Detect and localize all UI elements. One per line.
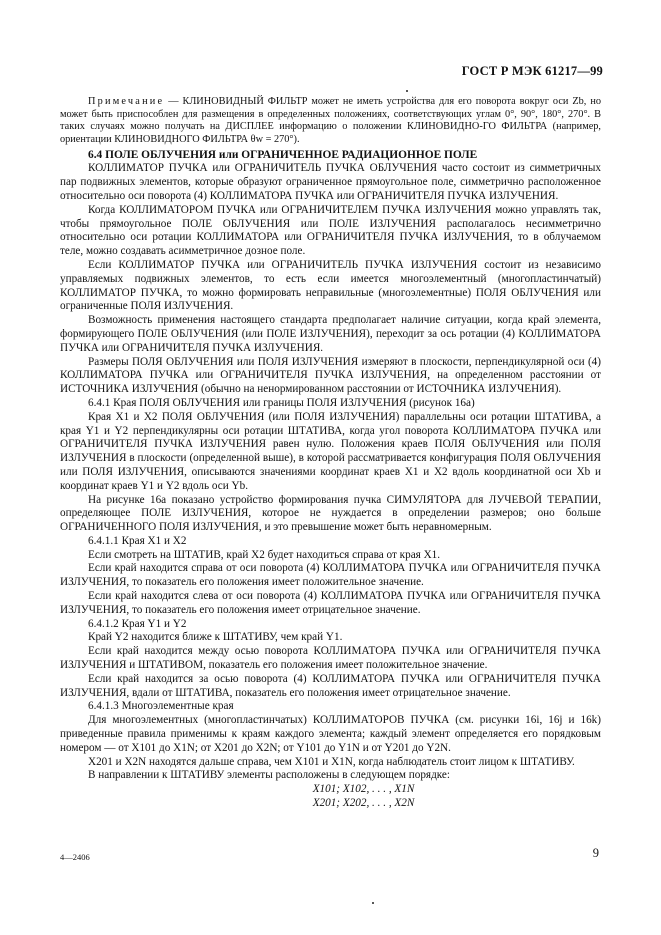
- subsection-heading: 6.4.1.1 Края X1 и X2: [88, 534, 187, 547]
- page-number: 9: [592, 846, 599, 860]
- page-body: [60, 96, 601, 810]
- section-heading: 6.4 ПОЛЕ ОБЛУЧЕНИЯ или ОГРАНИЧЕННОЕ РАДИАЦИОННОЕ ПОЛЕ: [88, 149, 478, 162]
- body-paragraph: Если край находится между осью поворота КОЛЛИМАТОРА ПУЧКА или ОГРАНИЧИТЕЛЯ ПУЧКА ИЗЛУЧЕНИЯ и ШТАТИВОМ, показатель его положения имеет положительное значение.: [60, 645, 601, 672]
- body-paragraph: Если край находится за осью поворота (4) КОЛЛИМАТОРА ПУЧКА или ОГРАНИЧИТЕЛЯ ПУЧКА ИЗЛУЧЕНИЯ, вдали от ШТАТИВА, показатель его положения имеет отрицательное значение.: [60, 672, 601, 699]
- footer-print-code: 4—2406: [60, 852, 90, 862]
- body-paragraph: Для многоэлементных (многопластинчатых) КОЛЛИМАТОРОВ ПУЧКА (см. рисунки 16i, 16j и 16k) приведенные правила применимы к краям каждого элемента; каждый элемент определяется его порядковым номером — от X101 до X1N; от X201 до X2N; от Y101 до Y1N и от Y201 до Y2N.: [60, 714, 601, 754]
- scan-speck: [372, 902, 374, 904]
- element-sequence-line: X201; X202, . . . , X2N: [312, 796, 415, 809]
- body-paragraph: Если смотреть на ШТАТИВ, край X2 будет находиться справа от края X1.: [88, 548, 441, 561]
- body-paragraph: X201 и X2N находятся дальше справа, чем X101 и X1N, когда наблюдатель стоит лицом к ШТАТИВУ.: [88, 755, 575, 768]
- body-paragraph: Край Y2 находится ближе к ШТАТИВУ, чем край Y1.: [88, 631, 343, 644]
- body-paragraph: Если край находится слева от оси поворота (4) КОЛЛИМАТОРА ПУЧКА или ОГРАНИЧИТЕЛЯ ПУЧКА ИЗЛУЧЕНИЯ, то показатель его положения имеет отрицательное значение.: [60, 590, 601, 616]
- subsection-heading: 6.4.1.3 Многоэлементные края: [88, 700, 234, 713]
- body-paragraph: Размеры ПОЛЯ ОБЛУЧЕНИЯ или ПОЛЯ ИЗЛУЧЕНИЯ измеряют в плоскости, перпендикулярной оси (4) КОЛЛИМАТОРА ПУЧКА или ОГРАНИЧИТЕЛЯ ПУЧКА ИЗЛУЧЕНИЯ, на определенном расстоянии от ИСТОЧНИКА ИЗЛУЧЕНИЯ (обычно на ненормированном расстоянии от ИСТОЧНИКА ИЗЛУЧЕНИЯ).: [60, 355, 601, 396]
- body-paragraph: Если КОЛЛИМАТОР ПУЧКА или ОГРАНИЧИТЕЛЬ ПУЧКА ИЗЛУЧЕНИЯ состоит из независимо управляемых подвижных элементов, то есть если имеется многоэлементный (многопластинчатый) КОЛЛИМАТОР ПУЧКА, то можно формировать неправильные (многоэлементные) ПОЛЯ ОБЛУЧЕНИЯ или ограниченные ПОЛЯ ИЗЛУЧЕНИЯ.: [60, 258, 601, 313]
- note-label: Примечание: [88, 96, 165, 107]
- subsection-heading: 6.4.1 Края ПОЛЯ ОБЛУЧЕНИЯ или границы ПОЛЯ ИЗЛУЧЕНИЯ (рисунок 16а): [88, 396, 475, 409]
- element-sequence-line: X101; X102, . . . , X1N: [312, 783, 415, 796]
- body-paragraph: КОЛЛИМАТОР ПУЧКА или ОГРАНИЧИТЕЛЬ ПУЧКА ОБЛУЧЕНИЯ часто состоит из симметричных пар подвижных элементов, которые образуют ограниченное прямоугольное поле, симметрично расположенное относительно оси поворота (4) КОЛЛИМАТОРА ПУЧКА или ОГРАНИЧИТЕЛЯ ПУЧКА ИЗЛУЧЕНИЯ.: [60, 162, 601, 202]
- note-text: — КЛИНОВИДНЫЙ ФИЛЬТР может не иметь устройства для его поворота вокруг оси Zb, но может быть приспособлен для размещения в определенных положениях, соответствующих углам 0°, 90°, 180°, 270°. В таких случаях можно получать на ДИСПЛЕЕ информацию о положении КЛИНОВИДНО-ГО ФИЛЬТРА (например, ориентации КЛИНОВИДНОГО ФИЛЬТРА θw = 270°).: [60, 96, 601, 145]
- body-paragraph: На рисунке 16а показано устройство формирования пучка СИМУЛЯТОРА для ЛУЧЕВОЙ ТЕРАПИИ, определяющее ПОЛЕ ИЗЛУЧЕНИЯ, которое не нуждается в определении размеров; оно больше ОГРАНИЧЕННОГО ПОЛЯ ИЗЛУЧЕНИЯ, и это превышение может быть неравномерным.: [60, 493, 601, 534]
- body-paragraph: В направлении к ШТАТИВУ элементы расположены в следующем порядке:: [88, 769, 450, 782]
- note-paragraph: [60, 96, 601, 146]
- subsection-heading: 6.4.1.2 Края Y1 и Y2: [88, 617, 187, 630]
- body-paragraph: Края X1 и X2 ПОЛЯ ОБЛУЧЕНИЯ (или ПОЛЯ ИЗЛУЧЕНИЯ) параллельны оси ротации ШТАТИВА, а края Y1 и Y2 перпендикулярны оси ротации ШТАТИВА, когда угол поворота КОЛЛИМАТОРА ПУЧКА или ОГРАНИЧИТЕЛЯ ПУЧКА ИЗЛУЧЕНИЯ равен нулю. Положения краев ПОЛЯ ОБЛУЧЕНИЯ или ПОЛЯ ИЗЛУЧЕНИЯ в плоскости (определенной выше), в которой рассматривается конфигурация ПОЛЯ ОБЛУЧЕНИЯ или ПОЛЯ ИЗЛУЧЕНИЯ, описываются значениями координат краев X1 и X2 вдоль координатной оси Xb и координат краев Y1 и Y2 вдоль оси Yb.: [60, 410, 601, 492]
- body-paragraph: Когда КОЛЛИМАТОРОМ ПУЧКА или ОГРАНИЧИТЕЛЕМ ПУЧКА ИЗЛУЧЕНИЯ можно управлять так, чтобы прямоугольное ПОЛЕ ОБЛУЧЕНИЯ или ПОЛЕ ИЗЛУЧЕНИЯ располагалось несимметрично относительно оси ротации КОЛЛИМАТОРА или ОГРАНИЧИТЕЛЯ ПУЧКА ИЗЛУЧЕНИЯ, то в облучаемом теле, можно создавать асимметричное дозное поле.: [60, 203, 601, 258]
- scan-speck: [406, 90, 408, 92]
- document-header-id: ГОСТ Р МЭК 61217—99: [461, 64, 603, 78]
- body-paragraph: Если край находится справа от оси поворота (4) КОЛЛИМАТОРА ПУЧКА или ОГРАНИЧИТЕЛЯ ПУЧКА ИЗЛУЧЕНИЯ, то показатель его положения имеет положительное значение.: [60, 562, 601, 589]
- body-paragraph: Возможность применения настоящего стандарта предполагает наличие ситуации, когда край элемента, формирующего ПОЛЕ ОБЛУЧЕНИЯ (или ПОЛЕ ИЗЛУЧЕНИЯ), переходит за ось ротации (4) КОЛЛИМАТОРА ПУЧКА или ОГРАНИЧИТЕЛЯ ПУЧКА ИЗЛУЧЕНИЯ.: [60, 314, 601, 354]
